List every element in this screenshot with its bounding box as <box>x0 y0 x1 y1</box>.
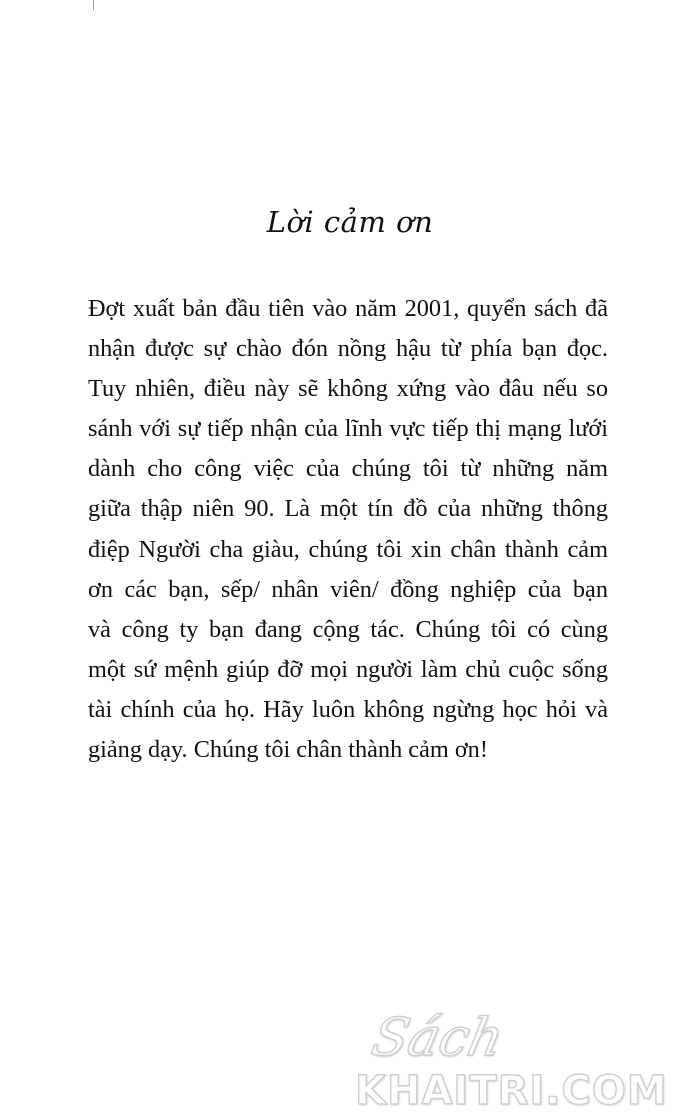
scan-mark <box>93 0 94 10</box>
page-title: Lời cảm ơn <box>266 205 434 239</box>
paragraph-line: dành cho công việc của chúng tôi từ những năm <box>88 455 608 483</box>
paragraph-line: và công ty bạn đang cộng tác. Chúng tôi có cùng <box>88 615 608 643</box>
watermark-url-text: KHAITRI.COM <box>355 1068 668 1114</box>
paragraph-line: Đợt xuất bản đầu tiên vào năm 2001, quyển sách đã <box>88 295 608 322</box>
paragraph-line: sánh với sự tiếp nhận của lĩnh vực tiếp thị mạng lưới <box>88 415 608 443</box>
paragraph-line: điệp Người cha giàu, chúng tôi xin chân thành cảm <box>88 535 608 563</box>
watermark-script-text: Sách <box>366 1008 509 1068</box>
paragraph-line: Tuy nhiên, điều này sẽ không xứng vào đâu nếu so <box>88 375 608 403</box>
watermark-logo <box>355 1008 695 1120</box>
paragraph-line: nhận được sự chào đón nồng hậu từ phía bạn đọc. <box>88 335 608 363</box>
paragraph-line: giảng dạy. Chúng tôi chân thành cảm ơn! <box>88 736 488 764</box>
paragraph-line: giữa thập niên 90. Là một tín đồ của những thông <box>88 495 608 523</box>
paragraph-line: một sứ mệnh giúp đỡ mọi người làm chủ cuộc sống <box>88 655 608 683</box>
paragraph-line: tài chính của họ. Hãy luôn không ngừng học hỏi và <box>88 695 608 723</box>
paragraph-line: ơn các bạn, sếp/ nhân viên/ đồng nghiệp của bạn <box>88 575 608 603</box>
acknowledgement-paragraph <box>88 289 608 770</box>
